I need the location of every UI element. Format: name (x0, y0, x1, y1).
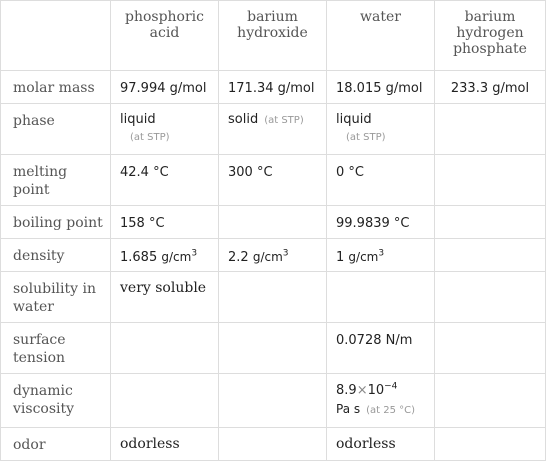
condition-note: (at STP) (346, 132, 386, 143)
table-cell: 18.015 g/mol (327, 71, 435, 104)
table-cell (327, 104, 435, 155)
condition-note: (at STP) (264, 115, 304, 126)
condition-note: (at 25 °C) (366, 405, 416, 416)
row-label: melting point (1, 155, 111, 206)
table-cell: 0 °C (327, 155, 435, 206)
density-unit: g/cm (348, 250, 379, 264)
viscosity-exponent: −4 (384, 381, 398, 392)
table-row (1, 155, 546, 206)
column-header: barium hydrogen phosphate (435, 1, 546, 71)
table-cell (327, 272, 435, 323)
table-cell (435, 374, 546, 428)
corner-cell (1, 1, 111, 71)
column-header: barium hydroxide (219, 1, 327, 71)
table-cell (435, 239, 546, 272)
row-label: surface tension (1, 323, 111, 374)
viscosity-unit: Pa s (336, 402, 361, 416)
table-cell (435, 206, 546, 239)
row-label: boiling point (1, 206, 111, 239)
phase-value: liquid (120, 112, 156, 127)
table-row (1, 428, 546, 461)
table-row (1, 104, 546, 155)
table-cell (327, 374, 435, 428)
table-cell (435, 272, 546, 323)
row-label: molar mass (1, 71, 111, 104)
row-label: solubility in water (1, 272, 111, 323)
table-row (1, 323, 546, 374)
table-cell: 158 °C (111, 206, 219, 239)
phase-value: solid (228, 112, 259, 127)
table-cell: 233.3 g/mol (435, 71, 546, 104)
table-cell (327, 239, 435, 272)
table-cell (435, 104, 546, 155)
table-cell: odorless (111, 428, 219, 461)
table-row (1, 239, 546, 272)
table-cell: 99.9839 °C (327, 206, 435, 239)
table-cell (435, 155, 546, 206)
table-cell (435, 428, 546, 461)
table-cell: 300 °C (219, 155, 327, 206)
table-row (1, 71, 546, 104)
table-cell: odorless (327, 428, 435, 461)
density-unit: g/cm (252, 250, 283, 264)
table-cell (219, 239, 327, 272)
table-cell (111, 323, 219, 374)
density-value: 1 (336, 250, 345, 265)
row-label: odor (1, 428, 111, 461)
header-row (1, 1, 546, 71)
table-row (1, 272, 546, 323)
table-row (1, 206, 546, 239)
table-cell (219, 428, 327, 461)
unit-exponent: 3 (191, 248, 198, 259)
table-cell (111, 374, 219, 428)
row-label: density (1, 239, 111, 272)
table-cell (219, 104, 327, 155)
condition-note: (at STP) (130, 132, 170, 143)
density-unit: g/cm (161, 250, 192, 264)
table-cell: 0.0728 N/m (327, 323, 435, 374)
row-label: dynamic viscosity (1, 374, 111, 428)
table-row (1, 374, 546, 428)
viscosity-mantissa: 8.9 (336, 383, 357, 398)
table-cell: 97.994 g/mol (111, 71, 219, 104)
column-header: water (327, 1, 435, 71)
viscosity-base: 10 (367, 383, 385, 398)
table-cell (219, 272, 327, 323)
table-cell: 42.4 °C (111, 155, 219, 206)
table-cell (111, 239, 219, 272)
column-header: phosphoric acid (111, 1, 219, 71)
table-cell (219, 206, 327, 239)
table-cell (435, 323, 546, 374)
table-cell (111, 104, 219, 155)
unit-exponent: 3 (378, 248, 385, 259)
times-sign: × (356, 383, 368, 398)
table-cell (219, 374, 327, 428)
density-value: 2.2 (228, 250, 249, 265)
table-cell: very soluble (111, 272, 219, 323)
density-value: 1.685 (120, 250, 158, 265)
phase-value: liquid (336, 112, 372, 127)
table-cell (219, 323, 327, 374)
table-cell: 171.34 g/mol (219, 71, 327, 104)
row-label: phase (1, 104, 111, 155)
unit-exponent: 3 (282, 248, 289, 259)
